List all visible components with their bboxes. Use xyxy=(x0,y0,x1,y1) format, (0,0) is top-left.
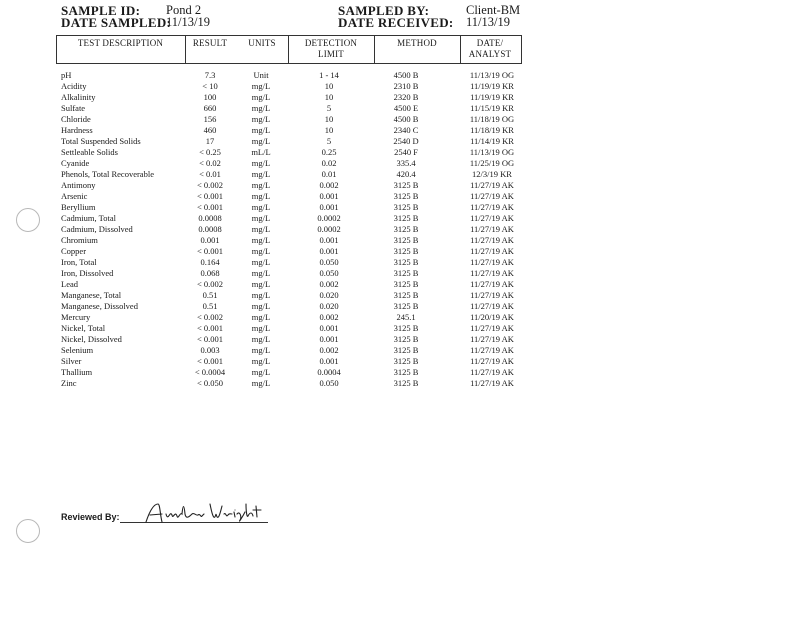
table-row xyxy=(0,367,560,378)
units-cell: mg/L xyxy=(251,114,271,124)
result-cell: 0.068 xyxy=(200,268,220,278)
result-cell: 0.0008 xyxy=(198,213,222,223)
detection-limit-cell: 10 xyxy=(324,92,334,102)
test-description-cell: Settleable Solids xyxy=(61,147,118,157)
units-cell: mg/L xyxy=(251,125,271,135)
signature xyxy=(140,500,270,526)
units-cell: mg/L xyxy=(251,103,271,113)
column-header-analyst: ANALYST xyxy=(468,49,512,59)
table-row xyxy=(0,147,560,158)
detection-limit-cell: 0.001 xyxy=(319,356,339,366)
result-cell: < 0.002 xyxy=(196,279,224,289)
detection-limit-cell: 0.001 xyxy=(319,191,339,201)
date-analyst-cell: 11/18/19 OG xyxy=(469,114,515,124)
test-description-cell: Manganese, Dissolved xyxy=(61,301,138,311)
detection-limit-cell: 0.0004 xyxy=(317,367,341,377)
detection-limit-cell: 10 xyxy=(324,81,334,91)
detection-limit-cell: 0.020 xyxy=(319,301,339,311)
detection-limit-cell: 0.001 xyxy=(319,235,339,245)
result-cell: < 0.001 xyxy=(196,246,224,256)
date-analyst-cell: 11/27/19 AK xyxy=(470,290,514,300)
test-description-cell: Alkalinity xyxy=(61,92,96,102)
method-cell: 3125 B xyxy=(393,334,419,344)
test-description-cell: Sulfate xyxy=(61,103,86,113)
date-received-value: 11/13/19 xyxy=(466,15,510,29)
date-analyst-cell: 11/27/19 AK xyxy=(470,356,514,366)
test-description-cell: Cadmium, Total xyxy=(61,213,116,223)
units-cell: mg/L xyxy=(251,356,271,366)
table-row xyxy=(0,290,560,301)
table-row xyxy=(0,235,560,246)
units-cell: mg/L xyxy=(251,367,271,377)
test-description-cell: Cyanide xyxy=(61,158,90,168)
units-cell: mg/L xyxy=(251,257,271,267)
test-description-cell: Chloride xyxy=(61,114,91,124)
test-description-cell: Nickel, Dissolved xyxy=(61,334,122,344)
method-cell: 3125 B xyxy=(393,356,419,366)
units-cell: mg/L xyxy=(251,290,271,300)
units-cell: mg/L xyxy=(251,158,271,168)
column-header-test-description: TEST DESCRIPTION xyxy=(77,38,164,48)
table-row xyxy=(0,158,560,169)
column-header-method: METHOD xyxy=(397,38,437,48)
date-analyst-cell: 11/20/19 AK xyxy=(470,312,514,322)
sample-id-value: Pond 2 xyxy=(166,3,202,17)
units-cell: mg/L xyxy=(251,312,271,322)
detection-limit-cell: 0.020 xyxy=(319,290,339,300)
method-cell: 420.4 xyxy=(396,169,416,179)
detection-limit-cell: 0.0002 xyxy=(317,213,341,223)
method-cell: 2540 F xyxy=(394,147,418,157)
table-row xyxy=(0,103,560,114)
test-description-cell: Thallium xyxy=(61,367,93,377)
method-cell: 3125 B xyxy=(393,180,419,190)
date-analyst-cell: 11/27/19 AK xyxy=(470,301,514,311)
table-row xyxy=(0,323,560,334)
table-row xyxy=(0,356,560,367)
units-cell: mg/L xyxy=(251,246,271,256)
method-cell: 3125 B xyxy=(393,290,419,300)
date-received-label: DATE RECEIVED: xyxy=(338,15,454,30)
test-description-cell: Lead xyxy=(61,279,78,289)
method-cell: 3125 B xyxy=(393,235,419,245)
test-description-cell: Arsenic xyxy=(61,191,88,201)
detection-limit-cell: 0.002 xyxy=(319,345,339,355)
table-row xyxy=(0,70,560,81)
date-analyst-cell: 11/27/19 AK xyxy=(470,257,514,267)
detection-limit-cell: 1 - 14 xyxy=(319,70,339,80)
detection-limit-cell: 5 xyxy=(326,136,332,146)
units-cell: mg/L xyxy=(251,81,271,91)
method-cell: 3125 B xyxy=(393,279,419,289)
binder-hole xyxy=(16,519,40,543)
date-analyst-cell: 11/27/19 AK xyxy=(470,235,514,245)
test-description-cell: Total Suspended Solids xyxy=(61,136,141,146)
column-header-detection: DETECTION xyxy=(304,38,358,48)
table-row xyxy=(0,81,560,92)
result-cell: 0.164 xyxy=(200,257,220,267)
test-description-cell: pH xyxy=(61,70,72,80)
units-cell: mg/L xyxy=(251,92,271,102)
units-cell: mg/L xyxy=(251,191,271,201)
detection-limit-cell: 5 xyxy=(326,103,332,113)
units-cell: mg/L xyxy=(251,235,271,245)
table-row xyxy=(0,257,560,268)
date-analyst-cell: 11/27/19 AK xyxy=(470,268,514,278)
test-description-cell: Antimony xyxy=(61,180,96,190)
units-cell: mg/L xyxy=(251,323,271,333)
result-cell: 17 xyxy=(205,136,215,146)
test-description-cell: Mercury xyxy=(61,312,91,322)
result-cell: 100 xyxy=(203,92,217,102)
date-analyst-cell: 11/27/19 AK xyxy=(470,378,514,388)
column-header-date: DATE/ xyxy=(476,38,504,48)
table-row xyxy=(0,246,560,257)
result-cell: < 0.02 xyxy=(199,158,221,168)
detection-limit-cell: 0.050 xyxy=(319,378,339,388)
detection-limit-cell: 0.050 xyxy=(319,257,339,267)
result-cell: 460 xyxy=(203,125,217,135)
detection-limit-cell: 0.002 xyxy=(319,279,339,289)
test-description-cell: Manganese, Total xyxy=(61,290,122,300)
date-analyst-cell: 11/27/19 AK xyxy=(470,224,514,234)
method-cell: 3125 B xyxy=(393,367,419,377)
units-cell: mg/L xyxy=(251,334,271,344)
date-analyst-cell: 11/27/19 AK xyxy=(470,367,514,377)
units-cell: mg/L xyxy=(251,202,271,212)
result-cell: < 0.050 xyxy=(196,378,224,388)
test-description-cell: Copper xyxy=(61,246,87,256)
method-cell: 4500 E xyxy=(393,103,419,113)
date-analyst-cell: 11/27/19 AK xyxy=(470,279,514,289)
method-cell: 2540 D xyxy=(393,136,419,146)
result-cell: < 0.0004 xyxy=(194,367,226,377)
detection-limit-cell: 0.002 xyxy=(319,312,339,322)
method-cell: 2320 B xyxy=(393,92,419,102)
result-cell: 7.3 xyxy=(204,70,216,80)
date-analyst-cell: 11/27/19 AK xyxy=(470,345,514,355)
table-row xyxy=(0,125,560,136)
method-cell: 3125 B xyxy=(393,301,419,311)
table-row xyxy=(0,224,560,235)
date-analyst-cell: 11/27/19 AK xyxy=(470,191,514,201)
date-analyst-cell: 11/27/19 AK xyxy=(470,323,514,333)
units-cell: mg/L xyxy=(251,169,271,179)
method-cell: 3125 B xyxy=(393,224,419,234)
test-description-cell: Iron, Dissolved xyxy=(61,268,114,278)
result-cell: 0.003 xyxy=(200,345,220,355)
date-analyst-cell: 11/27/19 AK xyxy=(470,180,514,190)
table-row xyxy=(0,279,560,290)
method-cell: 3125 B xyxy=(393,202,419,212)
result-cell: 156 xyxy=(203,114,217,124)
detection-limit-cell: 0.02 xyxy=(321,158,337,168)
method-cell: 4500 B xyxy=(393,70,419,80)
units-cell: mg/L xyxy=(251,136,271,146)
method-cell: 2340 C xyxy=(393,125,419,135)
test-description-cell: Acidity xyxy=(61,81,87,91)
result-cell: < 0.001 xyxy=(196,356,224,366)
results-table-header xyxy=(56,35,521,63)
date-analyst-cell: 11/13/19 OG xyxy=(469,147,515,157)
detection-limit-cell: 0.0002 xyxy=(317,224,341,234)
date-analyst-cell: 11/19/19 KR xyxy=(470,81,514,91)
detection-limit-cell: 0.001 xyxy=(319,334,339,344)
units-cell: Unit xyxy=(253,70,269,80)
test-description-cell: Hardness xyxy=(61,125,93,135)
units-cell: mg/L xyxy=(251,213,271,223)
units-cell: mg/L xyxy=(251,180,271,190)
result-cell: 0.51 xyxy=(202,290,218,300)
method-cell: 3125 B xyxy=(393,191,419,201)
column-header-units: UNITS xyxy=(248,38,276,48)
result-cell: < 0.25 xyxy=(199,147,221,157)
column-header-result: RESULT xyxy=(192,38,228,48)
table-row xyxy=(0,191,560,202)
units-cell: mg/L xyxy=(251,268,271,278)
table-row xyxy=(0,378,560,389)
detection-limit-cell: 0.01 xyxy=(321,169,337,179)
table-row xyxy=(0,136,560,147)
result-cell: < 10 xyxy=(202,81,218,91)
method-cell: 2310 B xyxy=(393,81,419,91)
result-cell: 660 xyxy=(203,103,217,113)
method-cell: 335.4 xyxy=(396,158,416,168)
detection-limit-cell: 0.25 xyxy=(321,147,337,157)
result-cell: < 0.001 xyxy=(196,334,224,344)
table-row xyxy=(0,301,560,312)
test-description-cell: Phenols, Total Recoverable xyxy=(61,169,154,179)
test-description-cell: Selenium xyxy=(61,345,94,355)
date-analyst-cell: 11/27/19 AK xyxy=(470,334,514,344)
test-description-cell: Cadmium, Dissolved xyxy=(61,224,133,234)
date-analyst-cell: 11/25/19 OG xyxy=(469,158,515,168)
result-cell: < 0.001 xyxy=(196,191,224,201)
table-row xyxy=(0,180,560,191)
detection-limit-cell: 0.001 xyxy=(319,202,339,212)
units-cell: mL/L xyxy=(251,147,271,157)
date-analyst-cell: 11/14/19 KR xyxy=(470,136,514,146)
detection-limit-cell: 0.050 xyxy=(319,268,339,278)
units-cell: mg/L xyxy=(251,224,271,234)
method-cell: 3125 B xyxy=(393,345,419,355)
result-cell: 0.001 xyxy=(200,235,220,245)
units-cell: mg/L xyxy=(251,279,271,289)
test-description-cell: Beryllium xyxy=(61,202,96,212)
binder-hole xyxy=(16,208,40,232)
column-header-limit: LIMIT xyxy=(318,49,344,59)
test-description-cell: Zinc xyxy=(61,378,77,388)
detection-limit-cell: 10 xyxy=(324,125,334,135)
result-cell: < 0.002 xyxy=(196,312,224,322)
table-row xyxy=(0,345,560,356)
test-description-cell: Nickel, Total xyxy=(61,323,106,333)
detection-limit-cell: 0.001 xyxy=(319,323,339,333)
units-cell: mg/L xyxy=(251,301,271,311)
table-row xyxy=(0,202,560,213)
reviewed-by-label: Reviewed By: xyxy=(61,512,120,522)
method-cell: 245.1 xyxy=(396,312,416,322)
method-cell: 3125 B xyxy=(393,213,419,223)
date-sampled-label: DATE SAMPLED: xyxy=(61,15,172,30)
table-row xyxy=(0,114,560,125)
result-cell: < 0.002 xyxy=(196,180,224,190)
date-analyst-cell: 11/27/19 AK xyxy=(470,202,514,212)
date-analyst-cell: 11/13/19 OG xyxy=(469,70,515,80)
method-cell: 3125 B xyxy=(393,323,419,333)
sampled-by-label: SAMPLED BY: xyxy=(338,3,430,18)
method-cell: 3125 B xyxy=(393,378,419,388)
date-sampled-value: 11/13/19 xyxy=(166,15,210,29)
detection-limit-cell: 10 xyxy=(324,114,334,124)
date-analyst-cell: 12/3/19 KR xyxy=(472,169,512,179)
table-row xyxy=(0,334,560,345)
date-analyst-cell: 11/18/19 KR xyxy=(470,125,514,135)
date-analyst-cell: 11/27/19 AK xyxy=(470,213,514,223)
result-cell: < 0.01 xyxy=(199,169,221,179)
detection-limit-cell: 0.002 xyxy=(319,180,339,190)
date-analyst-cell: 11/19/19 KR xyxy=(470,92,514,102)
date-analyst-cell: 11/27/19 AK xyxy=(470,246,514,256)
units-cell: mg/L xyxy=(251,378,271,388)
date-analyst-cell: 11/15/19 KR xyxy=(470,103,514,113)
units-cell: mg/L xyxy=(251,345,271,355)
table-row xyxy=(0,169,560,180)
result-cell: 0.0008 xyxy=(198,224,222,234)
table-row xyxy=(0,312,560,323)
test-description-cell: Iron, Total xyxy=(61,257,97,267)
table-row xyxy=(0,213,560,224)
method-cell: 3125 B xyxy=(393,268,419,278)
test-description-cell: Chromium xyxy=(61,235,98,245)
detection-limit-cell: 0.001 xyxy=(319,246,339,256)
method-cell: 3125 B xyxy=(393,246,419,256)
result-cell: 0.51 xyxy=(202,301,218,311)
table-row xyxy=(0,92,560,103)
method-cell: 4500 B xyxy=(393,114,419,124)
result-cell: < 0.001 xyxy=(196,323,224,333)
sampled-by-value: Client-BM xyxy=(466,3,521,17)
table-row xyxy=(0,268,560,279)
result-cell: < 0.001 xyxy=(196,202,224,212)
test-description-cell: Silver xyxy=(61,356,82,366)
method-cell: 3125 B xyxy=(393,257,419,267)
sample-id-label: SAMPLE ID: xyxy=(61,3,141,18)
